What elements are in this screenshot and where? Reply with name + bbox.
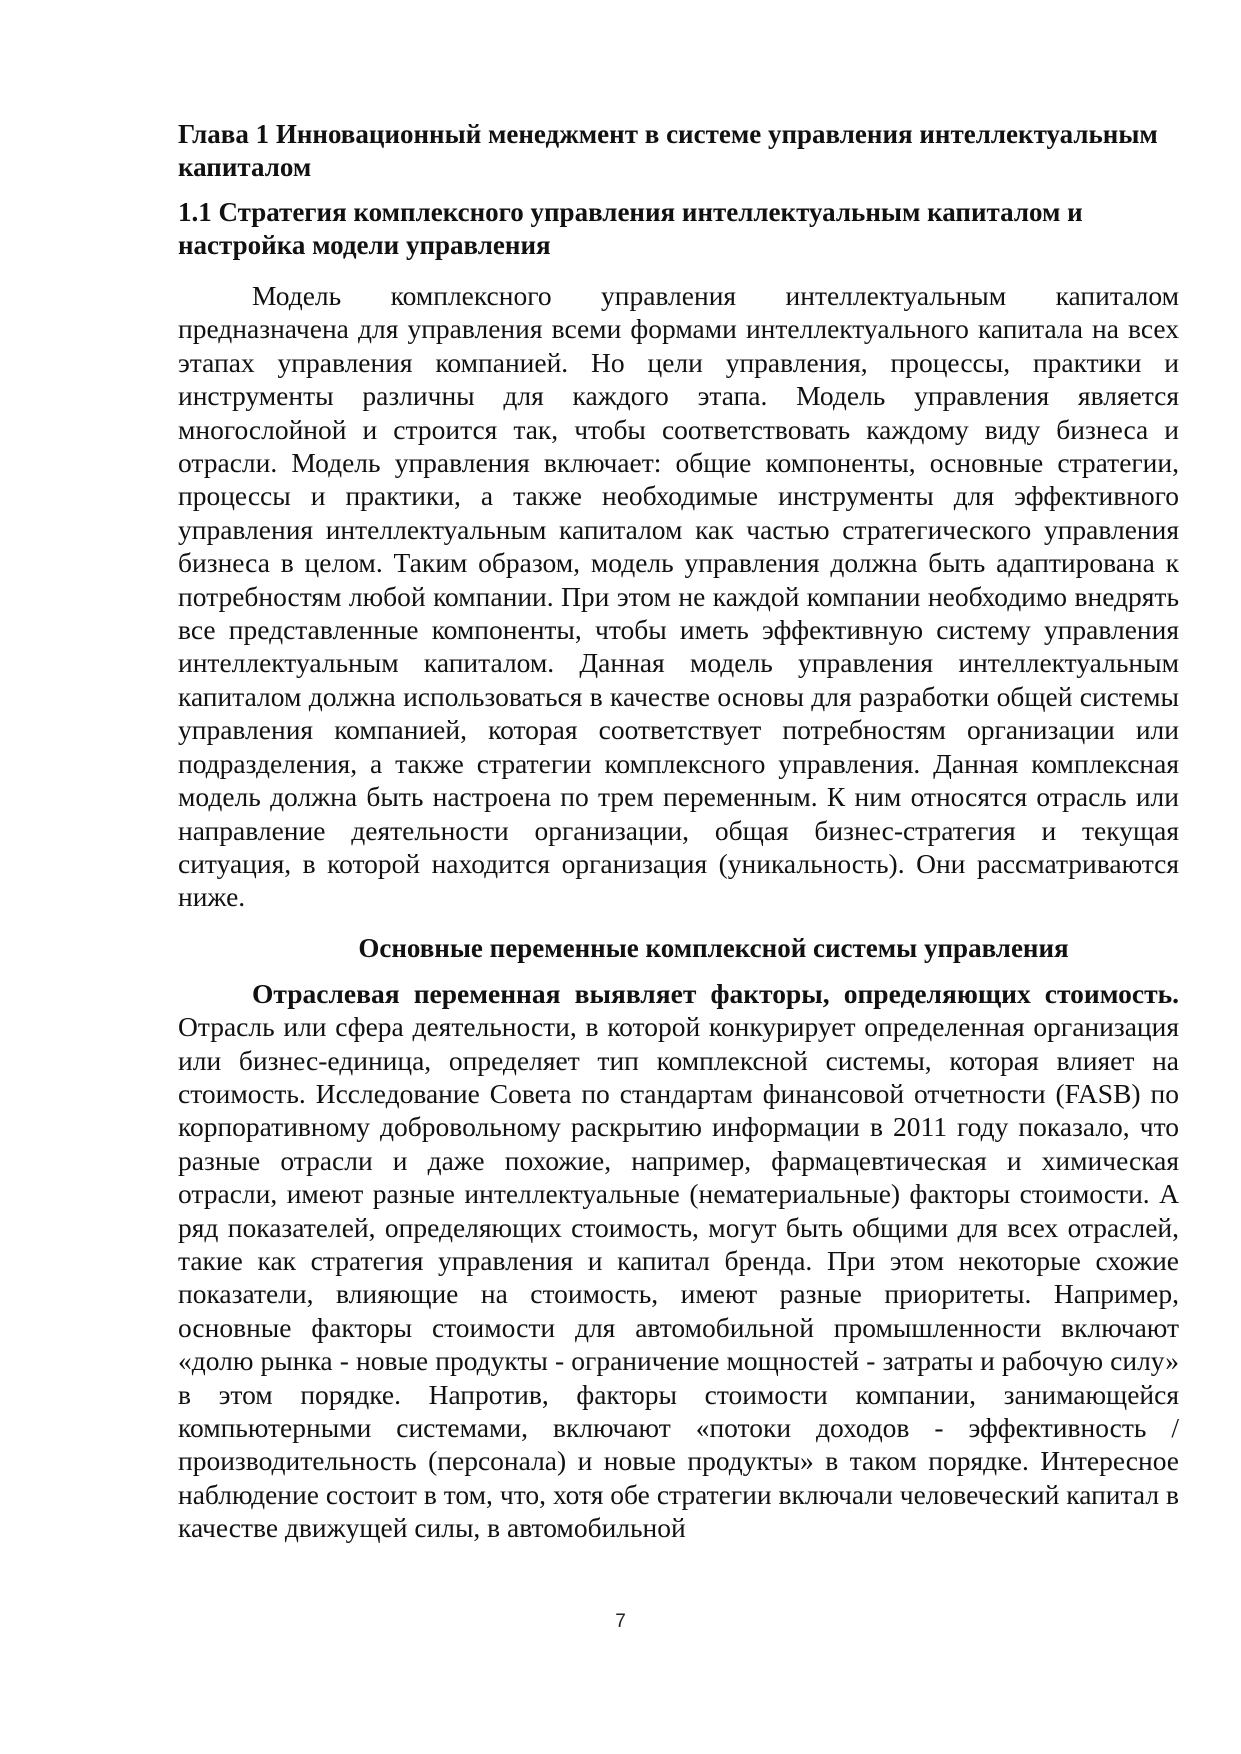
paragraph-model-description: Модель комплексного управления интеллектуальным капиталом предназначена для управления всеми формами интеллектуального капитала на всех этапах управления компанией. Но цели управления, процессы, практики и инструменты различны для каждого этапа. Модель управления является многослойной и строится так, чтобы соответствовать каждому виду бизнеса и отрасли. Модель управления включает: общие компоненты, основные стратегии, процессы и практики, а также необходимые инструменты для эффективного управления интеллектуальным капиталом как частью стратегического управления бизнеса в целом. Таким образом, модель управления должна быть адаптирована к потребностям любой компании. При этом не каждой компании необходимо внедрять все представленные компоненты, чтобы иметь эффективную систему управления интеллектуальным капиталом. Данная модель управления интеллектуальным капиталом должна использоваться в качестве основы для разработки общей системы управления компанией, которая соответствует потребностям организации или подразделения, а также стратегии комплексного управления. Данная комплексная модель должна быть настроена по трем переменным. К ним относятся отрасль или направление деятельности организации, общая бизнес-стратегия и текущая ситуация, в которой находится организация (уникальность). Они рассматриваются ниже. [178, 280, 1179, 913]
paragraph-lead-bold: Отраслевая переменная выявляет факторы, определяющих стоимость. [252, 977, 1179, 1009]
paragraph-body-text: Отрасль или сфера деятельности, в которой конкурирует определенная организация или бизнес-единица, определяет тип комплексной системы, которая влияет на стоимость. Исследование Совета по стандартам финансовой отчетности (FASB) по корпоративному добровольному раскрытию информации в 2011 году показало, что разные отрасли и даже похожие, например, фармацевтическая и химическая отрасли, имеют разные интеллектуальные (нематериальные) факторы стоимости. А ряд показателей, определяющих стоимость, могут быть общими для всех отраслей, такие как стратегия управления и капитал бренда. При этом некоторые схожие показатели, влияющие на стоимость, имеют разные приоритеты. Например, основные факторы стоимости для автомобильной промышленности включают «долю рынка - новые продукты - ограничение мощностей - затраты и рабочую силу» в этом порядке. Напротив, факторы стоимости компании, занимающейся компьютерными системами, включают «потоки доходов - эффективность / производительность (персонала) и новые продукты» в таком порядке. Интересное наблюдение состоит в том, что, хотя обе стратегии включали человеческий капитал в качестве движущей силы, в автомобильной [178, 1011, 1179, 1544]
document-page [178, 118, 1179, 1545]
subheading-main-variables: Основные переменные комплексной системы управления [358, 932, 1069, 963]
chapter-title: Глава 1 Инновационный менеджмент в системе управления интеллектуальным капиталом [178, 119, 1158, 182]
page-number: 7 [615, 1611, 626, 1632]
paragraph-industry-variable [178, 977, 1179, 1545]
section-title: 1.1 Стратегия комплексного управления интеллектуальным капиталом и настройка модели управления [178, 197, 1083, 260]
